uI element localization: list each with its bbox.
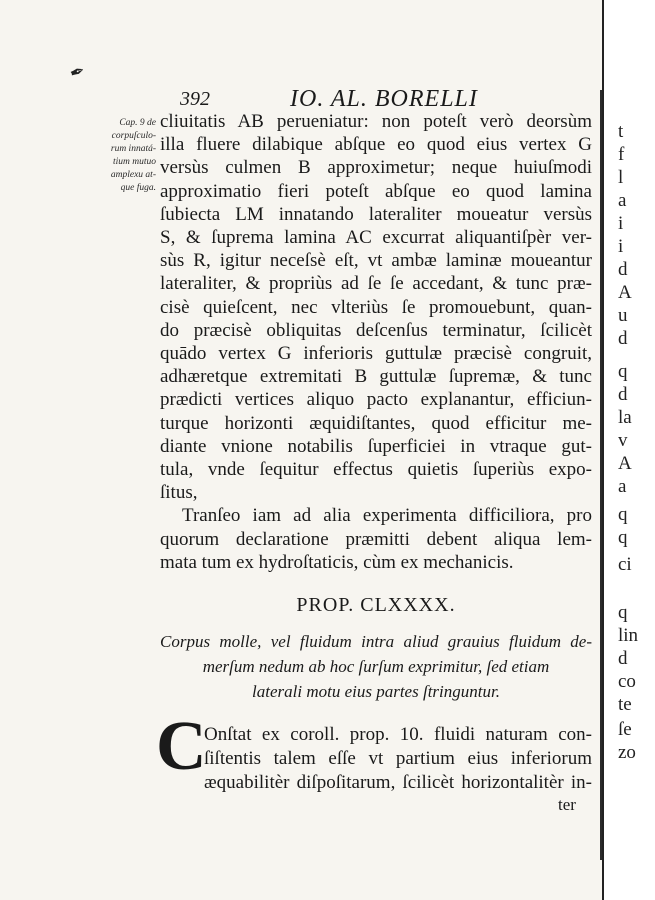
margin-note (86, 117, 156, 195)
enunciation-line: merſum nedum ab hoc ſurſum exprimitur, ſed etiam (202, 657, 550, 676)
body-line: lateraliter, & propriùs ad ſe ſe accedant, & tunc præ- (160, 273, 592, 295)
paragraph-line: Tranſeo iam ad alia experimenta difficiliora, pro (182, 505, 592, 527)
facing-page-fragment: A (618, 282, 632, 303)
facing-page-fragment: co (618, 671, 636, 692)
ink-mark: ✒ (66, 60, 88, 85)
margin-note-line: rum innatá- (110, 144, 156, 154)
body-line: ſubiecta LM innatando lateraliter moueatur versùs (160, 203, 592, 225)
facing-page-fragment: f (618, 144, 625, 165)
facing-page-fragment: q (618, 527, 628, 548)
margin-note-line: amplexu at- (110, 170, 156, 180)
facing-page-fragment: q (618, 504, 628, 525)
facing-page-fragment: l (618, 167, 624, 188)
facing-page-fragment: d (618, 648, 628, 669)
facing-page-fragment: te (618, 694, 632, 715)
enunciation-line: Corpus molle, vel fluidum intra aliud grauius fluidum de- (160, 632, 592, 651)
body-line: adhæretque extremitati B guttulæ ſupremæ, & tunc (160, 366, 592, 388)
margin-note-line: tium mutuo (112, 157, 156, 167)
facing-page-fragment: lin (618, 625, 639, 646)
facing-page-fragment: d (618, 328, 628, 349)
drop-cap: C (156, 708, 207, 785)
facing-page-fragment: v (618, 430, 628, 451)
facing-page-fragment: t (618, 121, 624, 142)
body-line: cliuitatis AB perueniatur: non poteſt verò deorsùm (160, 111, 592, 132)
body-line: cisè quieſcent, nec vlteriùs ſe promouebunt, quan- (160, 296, 592, 318)
paragraph-line: mata tum ex hydroſtaticis, cùm ex mechanicis. (160, 551, 514, 573)
body-line: S, & ſuprema lamina AC excurrat aliquantiſpèr ver- (160, 227, 592, 249)
proposition-enunciation (160, 629, 592, 704)
enunciation-line: laterali motu eius partes ſtringuntur. (252, 682, 500, 701)
facing-page-fragment: zo (618, 742, 636, 763)
facing-page-edge (602, 0, 655, 900)
final-line: ſiſtentis talem eſſe vt partium eius inferiorum (204, 748, 592, 769)
body-line: versùs culmen B approximetur; neque huiuſmodi (160, 157, 592, 179)
body-line: approximatio fieri poteſt abſque eo quod lamina (160, 180, 592, 202)
final-line: æquabilitèr diſpoſitarum, ſcilicèt horizontalitèr in- (204, 772, 592, 793)
margin-note-line: corpuſculo- (111, 131, 156, 141)
body-line: ſitus, (160, 482, 198, 504)
facing-page-fragment: i (618, 213, 624, 234)
body-line: tula, vnde ſequitur effectus quietis ſuperiùs expo- (160, 459, 592, 481)
paragraph-line: quorum declaratione præmitti debent aliqua lem- (160, 528, 592, 550)
catchword: ter (558, 795, 576, 814)
running-head: IO. AL. BORELLI (290, 86, 478, 112)
body-line: quādo vertex G inferioris guttulæ præcisè congruit, (160, 343, 592, 365)
facing-page-fragment: q (618, 361, 628, 382)
body-text (160, 110, 592, 574)
body-line: prædicti vertices aliquo pacto explanantur, efficiun- (160, 389, 592, 411)
facing-page-fragment: ci (618, 554, 632, 575)
body-line: do præcisè obliquitas deſcenſus terminatur, ſcilicèt (160, 319, 592, 341)
page-number: 392 (180, 88, 210, 110)
proposition-title: PROP. CLXXXX. (296, 594, 456, 616)
body-line: turque horizonti æquidiſtantes, quod efficitur me- (160, 412, 592, 434)
facing-page-fragment: q (618, 602, 628, 623)
facing-page-fragment: d (618, 259, 628, 280)
facing-page-fragment: i (618, 236, 624, 257)
facing-page-fragment: a (618, 476, 627, 497)
final-line: Onſtat ex coroll. prop. 10. fluidi naturam con- (204, 724, 592, 745)
final-paragraph (204, 723, 592, 795)
facing-page-fragment: d (618, 384, 628, 405)
facing-page-fragment: la (618, 407, 632, 428)
margin-note-line: que fuga. (120, 183, 156, 193)
body-line: diante vnione notabilis ſuperficiei in vtraque gut- (160, 435, 592, 457)
facing-page-fragment: a (618, 190, 627, 211)
body-line: sùs R, igitur neceſsè eſt, vt ambæ laminæ moueantur (160, 250, 592, 272)
facing-page-fragment: u (618, 305, 628, 326)
facing-page-fragment: ſe (618, 719, 632, 740)
margin-note-line: Cap. 9 de (119, 118, 156, 128)
body-line: illa fluere dilabique abſque eo quod eius vertex G (160, 134, 592, 156)
facing-page-fragment: A (618, 453, 632, 474)
